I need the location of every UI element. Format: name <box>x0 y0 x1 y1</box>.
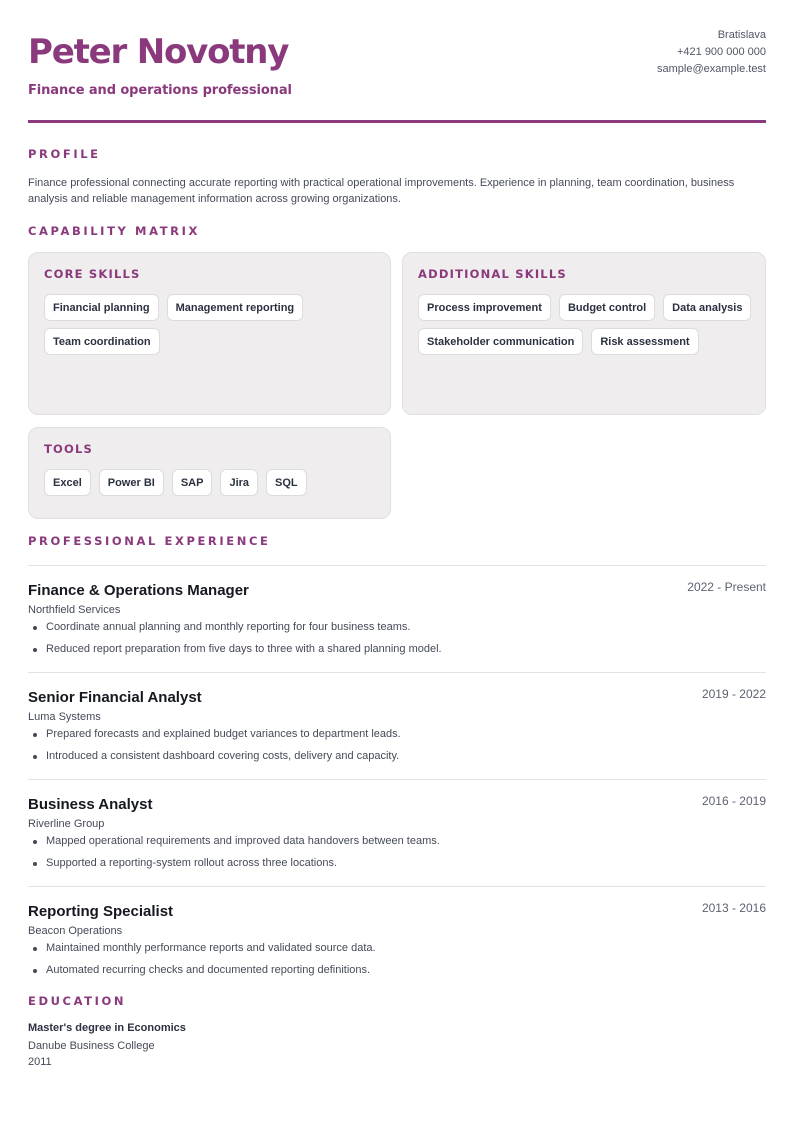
core-skills-card <box>28 252 391 415</box>
job-company: Beacon Operations <box>28 925 123 937</box>
job-bullet: Automated recurring checks and documented reporting definitions. <box>28 963 766 985</box>
contact-email: sample@example.test <box>657 63 766 75</box>
tool-chip: Power BI <box>99 469 164 496</box>
skill-chip: Data analysis <box>663 294 751 321</box>
job-dates: 2019 - 2022 <box>701 687 766 701</box>
additional-skills-card <box>402 252 766 415</box>
education-school: Danube Business College <box>28 1040 155 1052</box>
job-title: Business Analyst <box>28 796 153 813</box>
job-title: Senior Financial Analyst <box>28 689 202 706</box>
section-title-capability-matrix: CAPABILITY MATRIX <box>28 224 200 238</box>
job-dates: 2022 - Present <box>687 580 766 594</box>
job-bullet: Introduced a consistent dashboard covering costs, delivery and capacity. <box>28 749 766 771</box>
contact-phone: +421 900 000 000 <box>676 46 766 58</box>
contact-block <box>657 29 766 80</box>
job-bullets <box>28 620 766 664</box>
profile-text: Finance professional connecting accurate reporting with practical operational improvements. Experience in planning, team coordination, business analysis and reliable management information across growing organizations. <box>28 177 735 205</box>
tool-chip: SQL <box>266 469 307 496</box>
experience-entry <box>28 779 766 880</box>
skill-chip: Process improvement <box>418 294 551 321</box>
tool-chip: Jira <box>220 469 258 496</box>
tools-chips <box>44 469 382 496</box>
job-dates: 2013 - 2016 <box>701 901 766 915</box>
experience-entry <box>28 672 766 773</box>
tool-chip: SAP <box>172 469 213 496</box>
additional-skills-title: ADDITIONAL SKILLS <box>418 267 567 281</box>
experience-entry <box>28 565 766 666</box>
header-divider <box>28 120 766 123</box>
core-skills-title: CORE SKILLS <box>44 267 141 281</box>
candidate-headline: Finance and operations professional <box>28 83 292 98</box>
job-bullets <box>28 834 766 878</box>
job-company: Luma Systems <box>28 711 101 723</box>
education-degree: Master's degree in Economics <box>28 1022 186 1034</box>
job-bullets <box>28 941 766 985</box>
job-company: Northfield Services <box>28 604 121 616</box>
tool-chip: Excel <box>44 469 91 496</box>
additional-skills-chips <box>418 294 757 355</box>
job-bullet: Supported a reporting-system rollout across three locations. <box>28 856 766 878</box>
skill-chip: Risk assessment <box>591 328 698 355</box>
tools-card <box>28 427 391 519</box>
job-company: Riverline Group <box>28 818 105 830</box>
skill-chip: Budget control <box>559 294 655 321</box>
section-title-education: EDUCATION <box>28 994 127 1008</box>
job-title: Reporting Specialist <box>28 903 174 920</box>
job-bullets <box>28 727 766 771</box>
contact-location: Bratislava <box>717 29 766 41</box>
skill-chip: Management reporting <box>167 294 304 321</box>
experience-entry <box>28 886 766 987</box>
job-bullet: Coordinate annual planning and monthly reporting for four business teams. <box>28 620 766 642</box>
job-bullet: Mapped operational requirements and improved data handovers between teams. <box>28 834 766 856</box>
skill-chip: Team coordination <box>44 328 160 355</box>
job-bullet: Reduced report preparation from five days to three with a shared planning model. <box>28 642 766 664</box>
section-title-profile: PROFILE <box>28 147 101 161</box>
tools-title: TOOLS <box>44 442 94 456</box>
job-dates: 2016 - 2019 <box>701 794 766 808</box>
job-bullet: Maintained monthly performance reports and validated source data. <box>28 941 766 963</box>
job-title: Finance & Operations Manager <box>28 582 249 599</box>
job-bullet: Prepared forecasts and explained budget variances to department leads. <box>28 727 766 749</box>
education-year: 2011 <box>28 1056 52 1068</box>
skill-chip: Financial planning <box>44 294 159 321</box>
core-skills-chips <box>44 294 382 355</box>
section-title-experience: PROFESSIONAL EXPERIENCE <box>28 534 271 548</box>
skill-chip: Stakeholder communication <box>418 328 583 355</box>
candidate-name: Peter Novotny <box>28 32 289 72</box>
